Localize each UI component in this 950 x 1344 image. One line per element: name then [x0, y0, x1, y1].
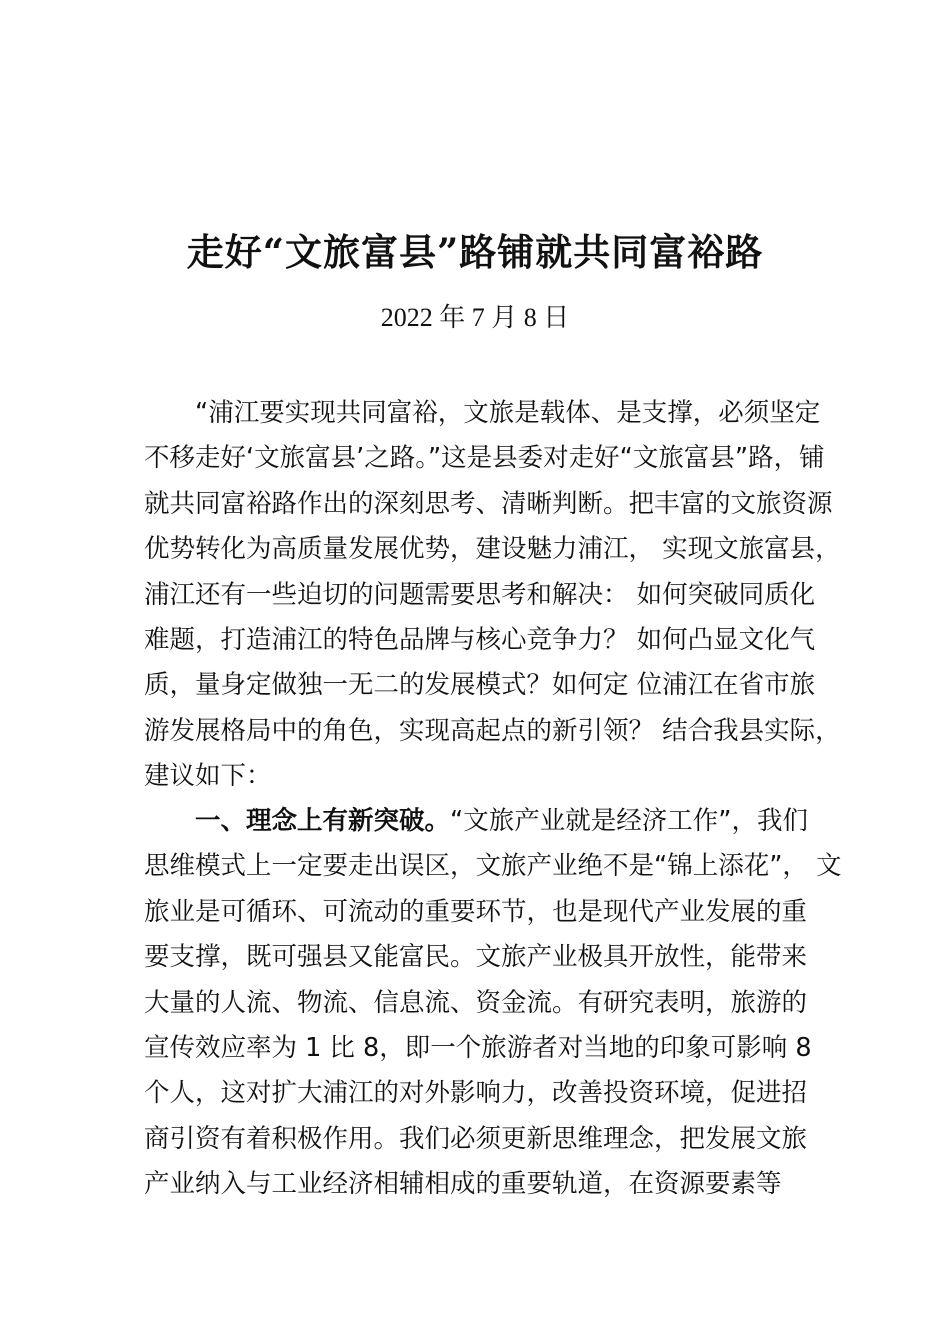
paragraph-line: 旅业是可循环、可流动的重要环节，也是现代产业发展的重 — [144, 896, 808, 927]
paragraph-line: 不移走好‘文旅富县’之路。”这是县委对走好“文旅富县”路，铺 — [144, 443, 825, 474]
paragraph-line: 要支撑，既可强县又能富民。文旅产业极具开放性，能带来 — [144, 942, 808, 973]
paragraph-line: 难题，打造浦江的特色品牌与核心竞争力？ 如何凸显文化气 — [144, 624, 816, 655]
section-heading: 一、理念上有新突破。 — [195, 806, 451, 836]
paragraph-line: 质，量身定做独一无二的发展模式？如何定 位浦江在省市旅 — [144, 670, 816, 701]
paragraph-line: 就共同富裕路作出的深刻思考、清晰判断。把丰富的文旅资源 — [144, 488, 833, 519]
document-title: 走好“文旅富县”路铺就共同富裕路 — [186, 230, 764, 274]
paragraph-line: 个人，这对扩大浦江的对外影响力，改善投资环境，促进招 — [144, 1078, 808, 1109]
document-date: 2022 年 7 月 8 日 — [380, 303, 570, 332]
paragraph-intro — [144, 391, 844, 800]
paragraph-line: “浦江要实现共同富裕，文旅是载体、是支撑，必须坚定 — [195, 398, 821, 428]
paragraph-line: 产业纳入与工业经济相辅相成的重要轨道，在资源要素等 — [144, 1169, 782, 1200]
paragraph-line: 优势转化为高质量发展优势，建设魅力浦江， 实现文旅富县， — [144, 534, 841, 565]
paragraph-line: 思维模式上一定要走出误区，文旅产业绝不是“锦上添花”， 文 — [144, 851, 842, 882]
paragraph-section-one — [144, 799, 844, 1208]
section-heading-continuation: “文旅产业就是经济工作”，我们 — [450, 806, 808, 836]
paragraph-line: 大量的人流、物流、信息流、资金流。有研究表明，旅游的 — [144, 987, 808, 1018]
paragraph-line: 建议如下： — [144, 761, 272, 792]
paragraph-first-line — [144, 799, 844, 844]
paragraph-line: 宣传效应率为 1 比 8，即一个旅游者对当地的印象可影响 8 — [144, 1032, 812, 1063]
paragraph-line: 商引资有着积极作用。我们必须更新思维理念，把发展文旅 — [144, 1123, 808, 1154]
paragraph-line: 游发展格局中的角色，实现高起点的新引领？ 结合我县实际， — [144, 715, 841, 746]
paragraph-line: 浦江还有一些迫切的问题需要思考和解决： 如何突破同质化 — [144, 579, 816, 610]
